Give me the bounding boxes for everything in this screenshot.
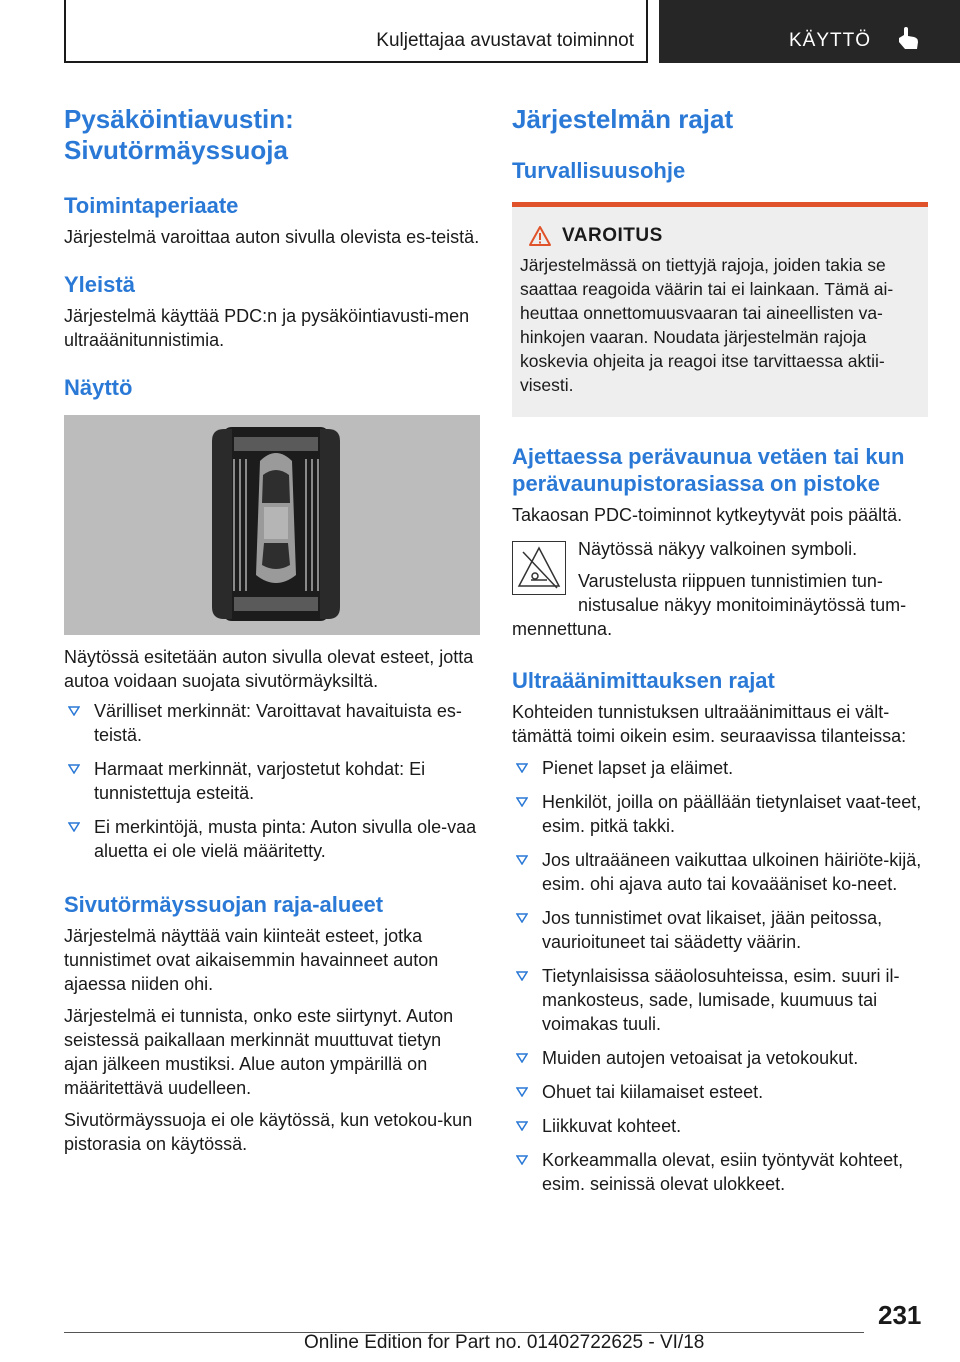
raja-paragraph-2: Järjestelmä ei tunnista, onko este siirtynyt. Auton seistessä paikallaan merkinnät muuttuvat tietyn ajan jälkeen mustiksi. Alue auton ympärillä on määritettävä uudelleen. xyxy=(64,1006,454,1098)
heading-peravaunu: Ajettaessa perävaunua vetäen tai kun perävaunupistorasiassa on pistoke xyxy=(512,444,905,496)
triangle-bullet-icon xyxy=(516,1155,528,1165)
chapter-tab-label: KÄYTTÖ xyxy=(789,30,872,51)
section-title-rajat: Järjestelmän rajat xyxy=(512,104,734,134)
warning-title: VAROITUS xyxy=(562,225,663,246)
heading-naytto: Näyttö xyxy=(64,375,133,400)
list-item: Korkeammalla olevat, esiin työntyvät kohteet, esim. seinissä olevat ulokkeet. xyxy=(512,1148,928,1196)
list-item: Liikkuvat kohteet. xyxy=(512,1114,928,1138)
car-top-view-illustration xyxy=(64,415,480,635)
triangle-bullet-icon xyxy=(68,706,80,716)
warning-triangle-icon xyxy=(528,225,552,247)
triangle-bullet-icon xyxy=(516,797,528,807)
symbol-text: Näytössä näkyy valkoinen symboli. xyxy=(578,539,858,559)
ultra-text: Kohteiden tunnistuksen ultraäänimittaus ei vält-tämättä toimi oikein esim. seuraavissa tilanteissa: xyxy=(512,702,907,746)
page-title-line2: Sivutörmäyssuoja xyxy=(64,135,288,165)
naytto-bullet-list xyxy=(64,699,480,863)
trailer-symbol-row xyxy=(512,537,928,641)
ultra-bullet-list xyxy=(512,756,928,1196)
triangle-bullet-icon xyxy=(68,764,80,774)
edition-text: Online Edition for Part no. 01402722625 - VI/18 xyxy=(304,1332,705,1353)
warning-text: Järjestelmässä on tiettyjä rajoja, joiden takia se saattaa reagoida väärin tai ei lainkaan. Tämä ai-heuttaa onnettomuusvaaran tai aineellisten va-hinkojen vaaran. Noudata järjestelmän rajoja koskevia ohjeita ja reagoi itse tarvittaessa aktii-visesti. xyxy=(520,255,894,395)
section-title: Kuljettajaa avustavat toiminnot xyxy=(376,30,634,51)
list-item: Ohuet tai kiilamaiset esteet. xyxy=(512,1080,928,1104)
triangle-bullet-icon xyxy=(516,1121,528,1131)
page-title-line1: Pysäköintiavustin: xyxy=(64,104,294,134)
header-section-box xyxy=(64,0,648,63)
triangle-bullet-icon xyxy=(68,822,80,832)
triangle-bullet-icon xyxy=(516,855,528,865)
raja-paragraph-3: Sivutörmäyssuoja ei ole käytössä, kun vetokou-kun pistorasia on käytössä. xyxy=(64,1110,473,1154)
toimintaperiaate-text: Järjestelmä varoittaa auton sivulla olevista es-teistä. xyxy=(64,227,480,247)
left-column xyxy=(64,104,480,1156)
list-item: Värilliset merkinnät: Varoittavat havaituista es-teistä. xyxy=(64,699,480,747)
chapter-tab[interactable] xyxy=(659,0,960,63)
list-item: Henkilöt, joilla on päällään tietynlaiset vaat-teet, esim. pitkä takki. xyxy=(512,790,928,838)
triangle-bullet-icon xyxy=(516,971,528,981)
triangle-bullet-icon xyxy=(516,913,528,923)
heading-turvallisuusohje: Turvallisuusohje xyxy=(512,158,686,183)
heading-yleista: Yleistä xyxy=(64,272,135,297)
list-item: Harmaat merkinnät, varjostetut kohdat: Ei tunnistettuja esteitä. xyxy=(64,757,480,805)
triangle-bullet-icon xyxy=(516,1087,528,1097)
page-number: 231 xyxy=(878,1300,922,1330)
list-item: Tietynlaisissa sääolosuhteissa, esim. suuri il-mankosteus, sade, lumisade, kuumuus tai voimakas tuuli. xyxy=(512,964,928,1036)
side-protection-display-image xyxy=(64,415,480,635)
warning-box xyxy=(512,202,928,417)
list-item: Ei merkintöjä, musta pinta: Auton sivulla ole-vaa aluetta ei ole vielä määritetty. xyxy=(64,815,480,863)
naytto-text: Näytössä esitetään auton sivulla olevat esteet, jotta autoa voidaan suojata sivutörmäyksiltä. xyxy=(64,647,474,691)
list-item: Jos ultraääneen vaikuttaa ulkoinen häiriöte-kijä, esim. ohi ajava auto tai kovaääniset ko-neet. xyxy=(512,848,928,896)
varustelu-text: Varustelusta riippuen tunnistimien tun-nistusalue näkyy monitoiminäytössä tum- xyxy=(578,571,907,615)
triangle-bullet-icon xyxy=(516,763,528,773)
peravaunu-text: Takaosan PDC-toiminnot kytkeytyvät pois päältä. xyxy=(512,505,903,525)
list-item: Jos tunnistimet ovat likaiset, jään peitossa, vaurioituneet tai säädetty väärin. xyxy=(512,906,928,954)
list-item: Pienet lapset ja eläimet. xyxy=(512,756,928,780)
varustelu-text-cont: mennettuna. xyxy=(512,619,613,639)
warning-header xyxy=(528,225,920,247)
trailer-symbol-icon xyxy=(512,541,566,595)
list-item: Muiden autojen vetoaisat ja vetokoukut. xyxy=(512,1046,928,1070)
heading-toimintaperiaate: Toimintaperiaate xyxy=(64,193,239,218)
heading-raja-alueet: Sivutörmäyssuojan raja-alueet xyxy=(64,892,384,917)
heading-ultraaani: Ultraäänimittauksen rajat xyxy=(512,668,775,693)
pointing-hand-icon xyxy=(895,26,921,52)
raja-paragraph-1: Järjestelmä näyttää vain kiinteät esteet, jotka tunnistimet ovat aikaisemmin havainneet auton ajaessa niiden ohi. xyxy=(64,926,439,994)
right-column xyxy=(512,104,928,1196)
yleista-text: Järjestelmä käyttää PDC:n ja pysäköintiavusti-men ultraäänitunnistimia. xyxy=(64,306,470,350)
triangle-bullet-icon xyxy=(516,1053,528,1063)
